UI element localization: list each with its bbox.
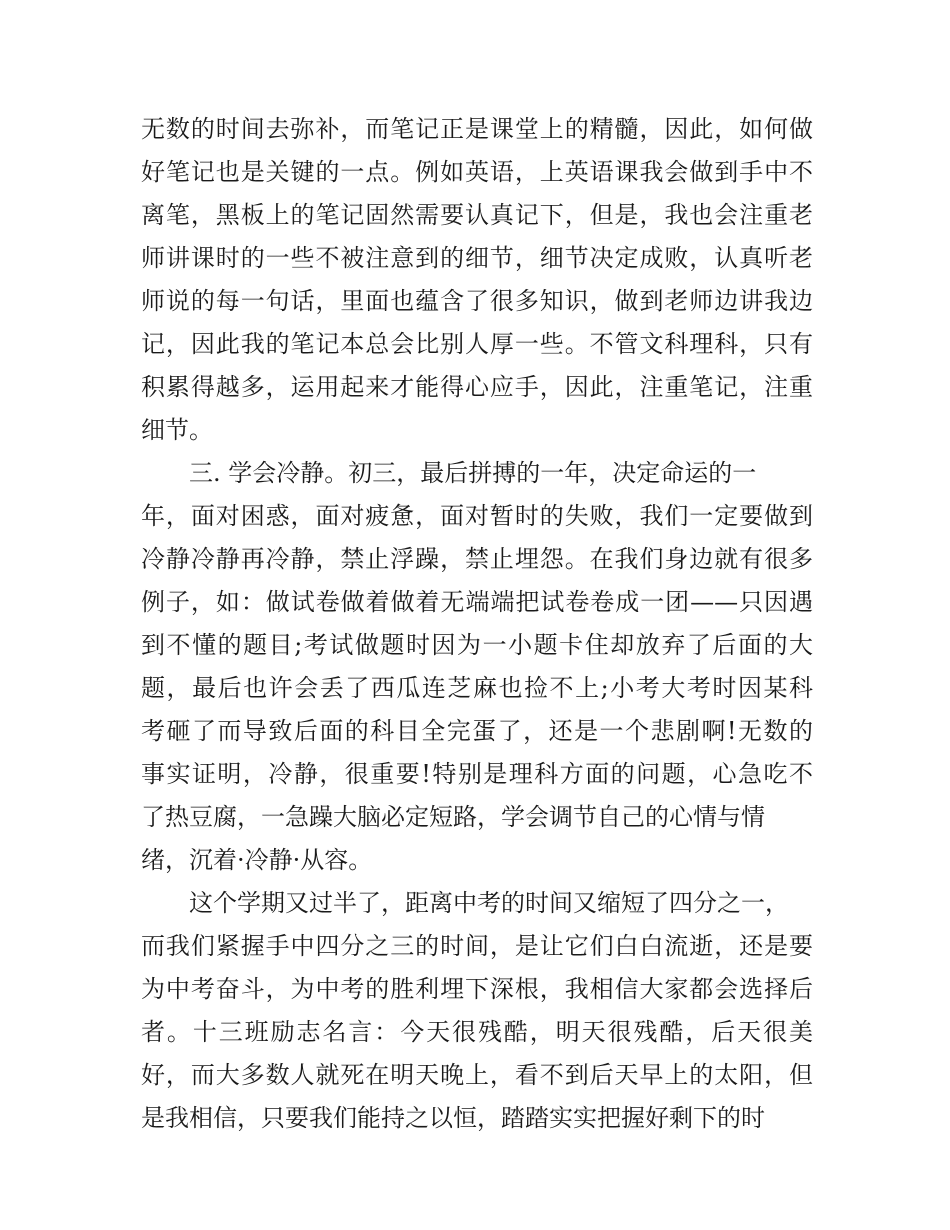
text-line: 好，而大多数人就死在明天晚上，看不到后天早上的太阳，但 xyxy=(141,1061,813,1089)
paragraph-start-line: 这个学期又过半了，距离中考的时间又缩短了四分之一， xyxy=(189,889,789,917)
text-line: 师讲课时的一些不被注意到的细节，细节决定成败，认真听老 xyxy=(141,244,813,272)
text-line: 年，面对困惑，面对疲惫，面对暂时的失败，我们一定要做到 xyxy=(141,502,813,530)
text-line: 到不懂的题目;考试做题时因为一小题卡住却放弃了后面的大 xyxy=(141,631,813,659)
text-line: 离笔，黑板上的笔记固然需要认真记下，但是，我也会注重老 xyxy=(141,201,813,229)
text-line: 细节。 xyxy=(141,416,213,444)
text-line: 例子，如：做试卷做着做着无端端把试卷卷成一团——只因遇 xyxy=(141,588,813,616)
text-line: 为中考奋斗，为中考的胜利埋下深根，我相信大家都会选择后 xyxy=(141,975,813,1003)
text-line: 好笔记也是关键的一点。例如英语，上英语课我会做到手中不 xyxy=(141,158,813,186)
text-line: 题，最后也许会丢了西瓜连芝麻也捡不上;小考大考时因某科 xyxy=(141,674,813,702)
text-line: 无数的时间去弥补，而笔记正是课堂上的精髓，因此，如何做 xyxy=(141,115,813,143)
text-line: 记，因此我的笔记本总会比别人厚一些。不管文科理科，只有 xyxy=(141,330,813,358)
body-text xyxy=(141,108,813,1140)
text-line: 是我相信，只要我们能持之以恒，踏踏实实把握好剩下的时 xyxy=(141,1104,765,1132)
text-line: 积累得越多，运用起来才能得心应手，因此，注重笔记，注重 xyxy=(141,373,813,401)
text-line: 者。十三班励志名言：今天很残酷，明天很残酷，后天很美 xyxy=(141,1018,813,1046)
text-line: 事实证明，冷静，很重要!特别是理科方面的问题，心急吃不 xyxy=(141,760,813,788)
text-line: 而我们紧握手中四分之三的时间，是让它们白白流逝，还是要 xyxy=(141,932,813,960)
text-line: 考砸了而导致后面的科目全完蛋了，还是一个悲剧啊!无数的 xyxy=(141,717,813,745)
paragraph-start-line: 三. 学会冷静。初三，最后拼搏的一年，决定命运的一 xyxy=(189,459,757,487)
text-line: 绪，沉着·冷静·从容。 xyxy=(141,846,373,874)
text-line: 冷静冷静再冷静，禁止浮躁，禁止埋怨。在我们身边就有很多 xyxy=(141,545,813,573)
text-line: 了热豆腐，一急躁大脑必定短路，学会调节自己的心情与情 xyxy=(141,803,765,831)
text-line: 师说的每一句话，里面也蕴含了很多知识，做到老师边讲我边 xyxy=(141,287,813,315)
